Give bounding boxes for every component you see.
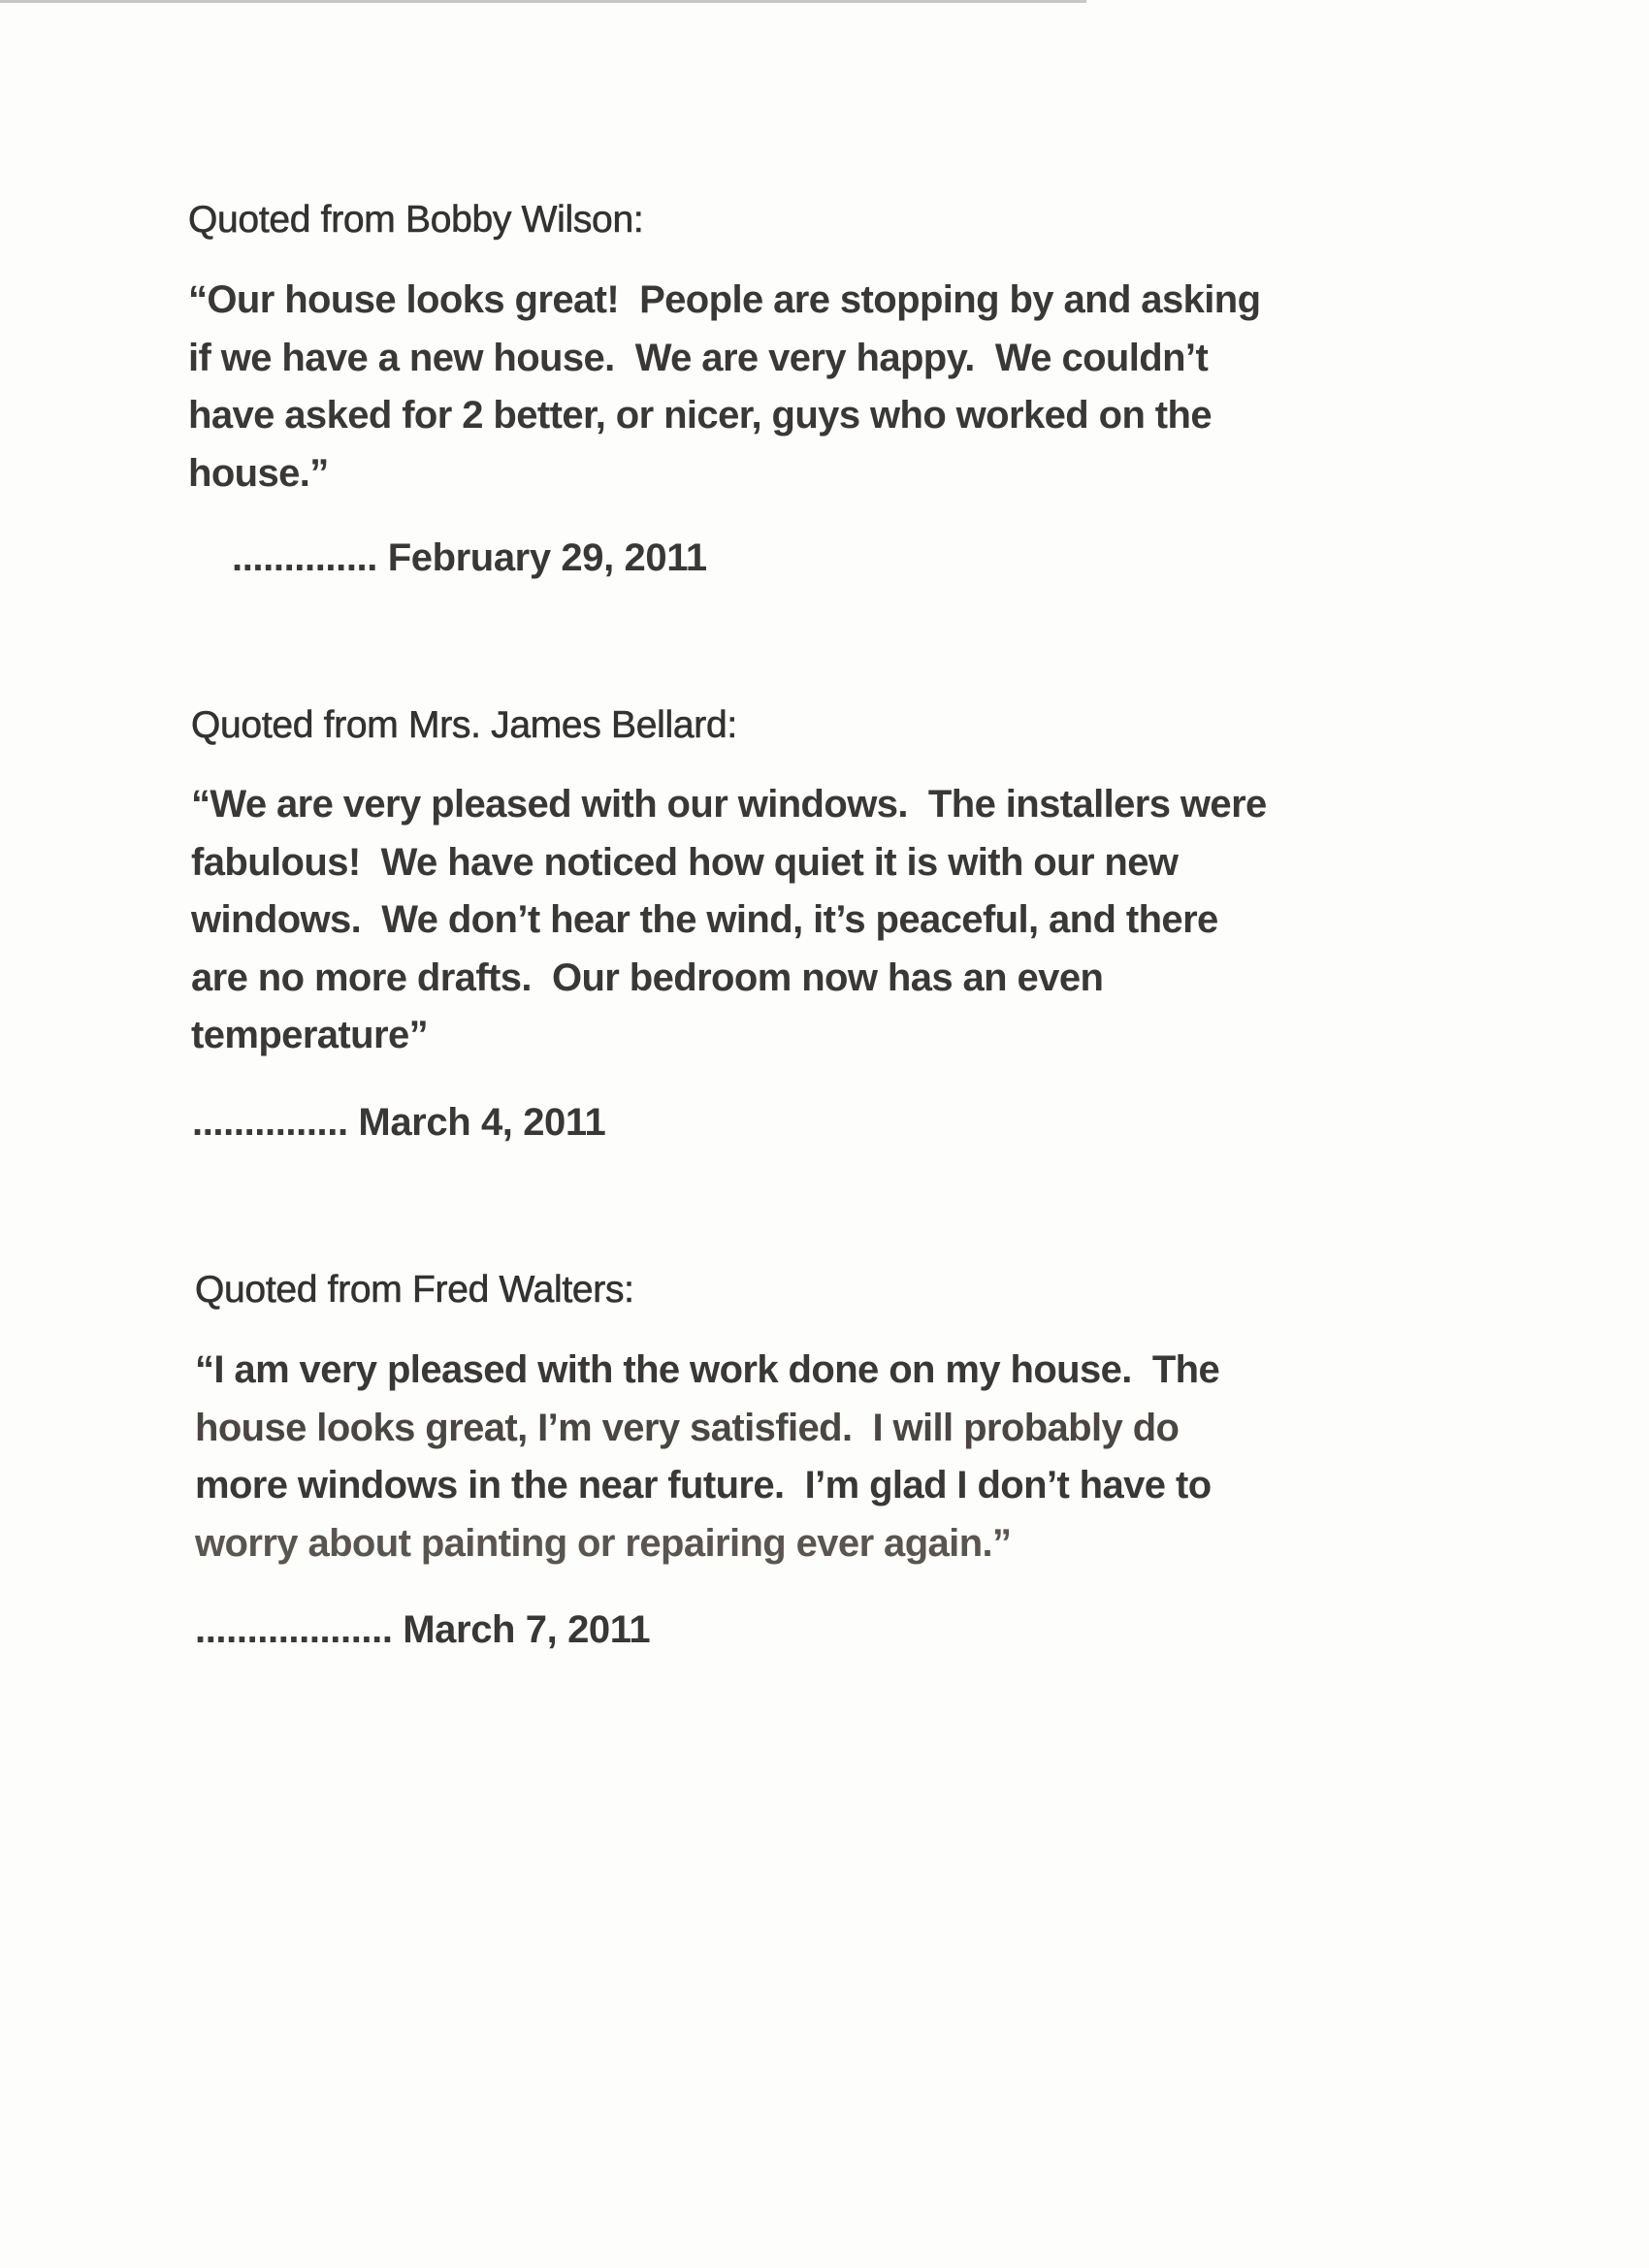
quote-line: are no more drafts. Our bedroom now has an even <box>191 956 1104 999</box>
quote-line: fabulous! We have noticed how quiet it is with our new <box>191 840 1179 884</box>
testimonial-heading: Quoted from Bobby Wilson: <box>188 199 644 241</box>
quote-line: have asked for 2 better, or nicer, guys who worked on the <box>188 394 1212 437</box>
quote-line: worry about painting or repairing ever again.” <box>195 1521 1012 1565</box>
testimonial-date: .............. February 29, 2011 <box>232 536 707 579</box>
testimonial-quote <box>191 776 1267 1065</box>
quote-line: if we have a new house. We are very happy. We couldn’t <box>188 336 1209 379</box>
quote-line: “Our house looks great! People are stopping by and asking <box>188 278 1261 321</box>
quote-line: more windows in the near future. I’m glad I don’t have to <box>195 1464 1212 1507</box>
quote-line: “I am very pleased with the work done on my house. The <box>195 1348 1220 1391</box>
testimonial-date: ................... March 7, 2011 <box>195 1608 651 1651</box>
scan-edge <box>0 0 1086 3</box>
testimonial-quote <box>195 1342 1219 1572</box>
quote-line: house looks great, I’m very satisfied. I will probably do <box>195 1406 1180 1449</box>
testimonial-heading: Quoted from Fred Walters: <box>195 1269 634 1311</box>
quote-line: “We are very pleased with our windows. The installers were <box>191 783 1267 826</box>
testimonial-quote <box>188 272 1260 502</box>
testimonial-date: ............... March 4, 2011 <box>192 1101 606 1144</box>
quote-line: windows. We don’t hear the wind, it’s peaceful, and there <box>191 898 1218 941</box>
quote-line: house.” <box>188 451 329 495</box>
testimonial-heading: Quoted from Mrs. James Bellard: <box>191 704 737 746</box>
quote-line: temperature” <box>191 1014 428 1056</box>
